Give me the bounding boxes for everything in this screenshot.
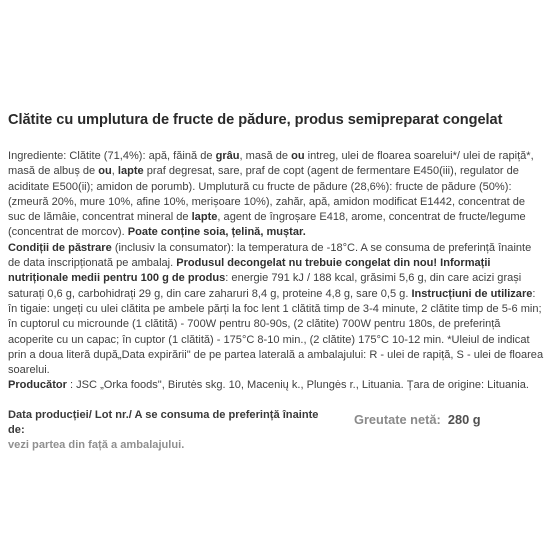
storage-label: Condiții de păstrare <box>8 241 112 254</box>
ingredients-text: praf degresat, sare, praf de copt (agent de fermentare E450(iii), regulator de aciditate E500(ii); amidon de porumb). Umplutură cu fructe de pădure (28,6%): fructe de pădure (50%): (zmeură 20%, mure 10%, afine 10%, merișoare 10%), zahăr, apă, amidon modificat E1442, concentrat de suc de lămâie, concentrat mineral de <box>8 165 526 224</box>
ingredients-text: Ingrediente: Clătite (71,4%): apă, făină de <box>8 150 216 162</box>
allergen-milk: lapte <box>191 211 218 224</box>
producer-paragraph <box>8 378 544 393</box>
net-weight-label: Greutate netă: <box>354 412 441 427</box>
producer-label: Producător <box>8 379 67 392</box>
ingredients-text: , <box>111 165 118 178</box>
nutrition-text: : energie 791 kJ / 188 kcal, grăsimi 5,6 g, din care acizi grași saturați 0,6 g, carbohidrați 29 g, din care zaharuri 8,4 g, proteine 4,8 g, sare 0,5 g. <box>8 272 522 300</box>
allergen-warning: Poate conține <box>127 226 204 239</box>
production-info <box>8 408 338 453</box>
label-text <box>8 149 544 394</box>
instructions-text: : în tigaie: ungeți cu ulei clătita pe ambele părți la foc lent 1 clătită timp de 3-4 minute, 2 clătite timp de 5-6 min; în cuptorul cu microunde (1 clătită) - 700W pentru 80-90s, (2 clătite) 700W pentru 180s, de preferință acoperite cu un capac; în cuptor (1 clătită) - 175°C 8-10 min., (2 clătite) 175°C 10-12 min. *Uleiul de indicat prin a doua literă după„Data expirării" de pe partea laterală a ambalajului: R - ulei de rapiță, S - ulei de floarea soarelui. <box>8 287 544 377</box>
storage-warning: Produsul decongelat nu trebuie congelat din nou! Informații nutriționale medii pentru 100 g de produs <box>8 257 491 285</box>
allergen-wheat: grâu <box>215 150 240 162</box>
allergen-milk: lapte <box>117 165 144 178</box>
allergen-warning-end: . <box>302 226 306 239</box>
allergen-egg: ou <box>98 165 112 178</box>
storage-text: (inclusiv la consumator): la temperatura de -18°C. A se consuma de preferință înainte de data inscripționată pe ambalaj. <box>8 241 532 270</box>
ingredients-text: intreg, ulei de floarea soarelui*/ ulei de rapiță*, masă de albuș de <box>8 150 534 178</box>
production-info-label: Data producției/ Lot nr./ A se consuma de preferință înainte de: <box>8 409 319 436</box>
instructions-label: Instrucțiuni de utilizare <box>411 287 533 300</box>
ingredients-text: , agent de îngroșare E418, arome, concentrat de fructe/legume (concentrat de morcov). <box>8 211 526 239</box>
net-weight <box>354 412 481 427</box>
ingredients-text: , masă de <box>239 150 292 162</box>
storage-paragraph <box>8 241 544 379</box>
net-weight-value: 280 g <box>447 412 481 427</box>
allergen-egg: ou <box>291 150 305 162</box>
producer-text: : JSC „Orka foods", Birutės skg. 10, Macenių k., Plungės r., Lituania. Țara de origine: Lituania. <box>66 379 529 392</box>
allergen-list: soia, țelină, muștar <box>203 226 303 239</box>
production-info-note: vezi partea din față a ambalajului. <box>8 439 185 451</box>
product-title: Clătite cu umplutura de fructe de pădure, produs semipreparat congelat <box>8 112 503 128</box>
ingredients-paragraph <box>8 149 544 241</box>
